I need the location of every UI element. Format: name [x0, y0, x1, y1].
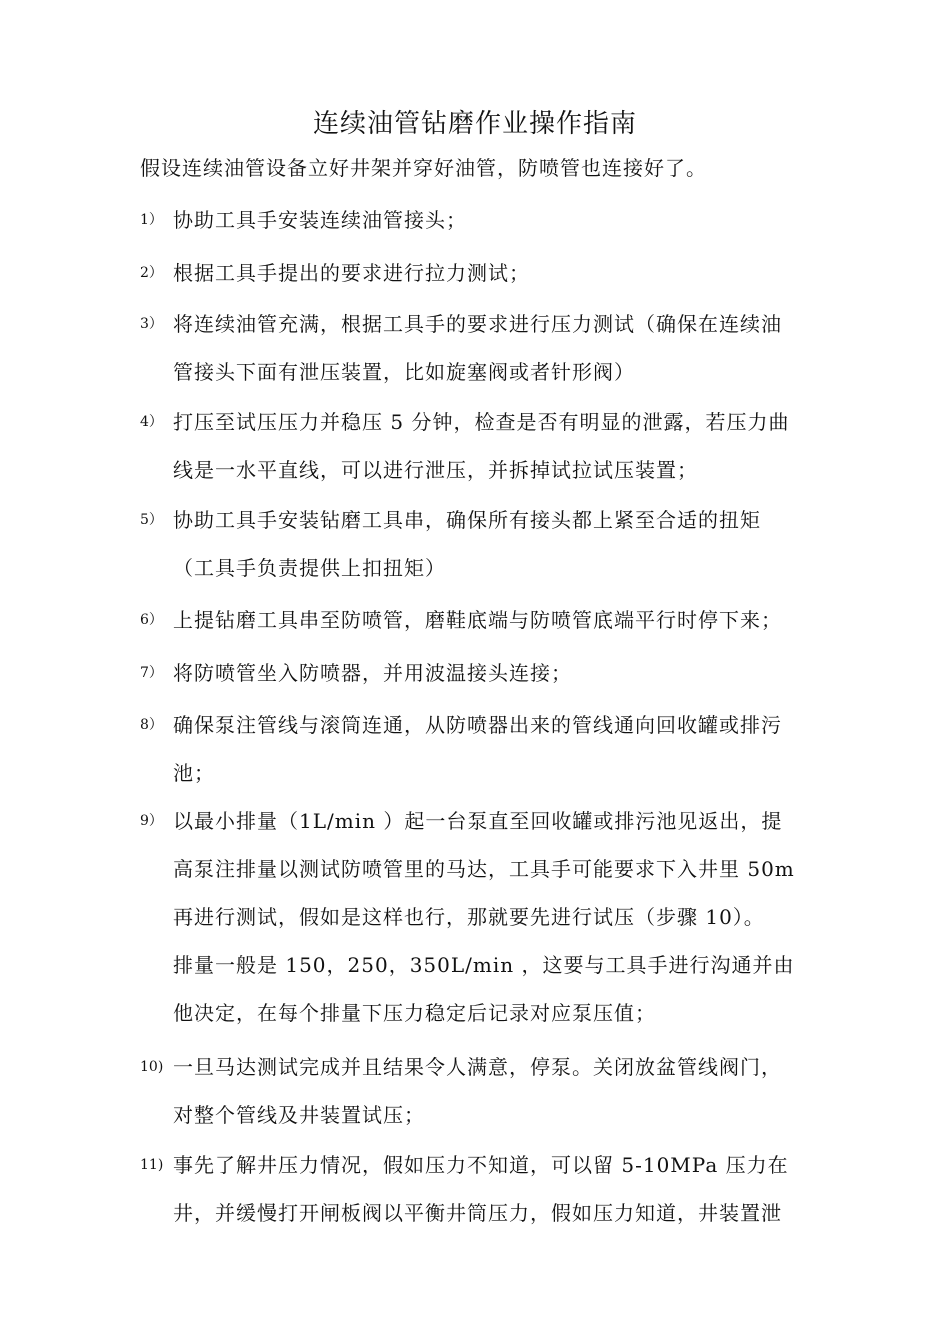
- step-text-line: 他决定，在每个排量下压力稳定后记录对应泵压值；: [173, 1001, 656, 1025]
- step-number: 3）: [140, 316, 163, 332]
- step-item: [140, 1043, 840, 1139]
- step-number: 6）: [140, 612, 163, 628]
- step-number: 5）: [140, 512, 163, 528]
- step-text: [173, 1141, 840, 1237]
- step-number: 7）: [140, 665, 163, 681]
- step-text-line: 对整个管线及井装置试压；: [173, 1103, 425, 1127]
- step-number: 2）: [140, 265, 163, 281]
- step-text-line: 再进行测试，假如是这样也行，那就要先进行试压（步骤 10）。: [173, 905, 765, 929]
- step-text-line: 高泵注排量以测试防喷管里的马达，工具手可能要求下入井里 50m: [173, 857, 795, 881]
- step-number: 11): [140, 1157, 164, 1173]
- step-text-line: 一旦马达测试完成并且结果令人满意，停泵。关闭放盆管线阀门，: [173, 1055, 782, 1079]
- step-item: [140, 196, 840, 244]
- step-text-line: 以最小排量（1L/min ）起一台泵直至回收罐或排污池见返出，提: [173, 809, 783, 833]
- step-number: 4）: [140, 414, 163, 430]
- step-text-line: 打压至试压压力并稳压 5 分钟，检查是否有明显的泄露，若压力曲: [173, 410, 790, 434]
- step-text-line: 上提钻磨工具串至防喷管，磨鞋底端与防喷管底端平行时停下来；: [173, 608, 782, 632]
- step-number: 10): [140, 1059, 164, 1075]
- step-text-line: 协助工具手安装连续油管接头；: [173, 208, 467, 232]
- document-title: 连续油管钻磨作业操作指南: [312, 109, 637, 139]
- step-text-line: 协助工具手安装钻磨工具串，确保所有接头都上紧至合适的扭矩: [173, 508, 761, 532]
- step-text-line: 将防喷管坐入防喷器，并用波温接头连接；: [173, 661, 572, 685]
- step-item: [140, 249, 840, 297]
- step-number: 1）: [140, 212, 163, 228]
- step-text: [173, 649, 840, 697]
- step-text-line: 排量一般是 150，250，350L/min ，这要与工具手进行沟通并由: [173, 953, 795, 977]
- step-text: [173, 797, 840, 1037]
- step-text-line: 池；: [173, 761, 215, 785]
- step-item: [140, 1141, 840, 1237]
- intro-paragraph: 假设连续油管设备立好井架并穿好油管，防喷管也连接好了。: [140, 156, 707, 180]
- step-text-line: 管接头下面有泄压装置，比如旋塞阀或者针形阀）: [173, 360, 635, 384]
- step-text: [173, 249, 840, 297]
- step-text: [173, 196, 840, 244]
- step-item: [140, 300, 840, 396]
- step-text-line: 根据工具手提出的要求进行拉力测试；: [173, 261, 530, 285]
- step-text: [173, 701, 840, 797]
- step-number: 9）: [140, 813, 163, 829]
- step-text: [173, 1043, 840, 1139]
- step-text-line: 事先了解井压力情况，假如压力不知道，可以留 5-10MPa 压力在: [173, 1153, 789, 1177]
- step-text-line: 确保泵注管线与滚筒连通，从防喷器出来的管线通向回收罐或排污: [173, 713, 782, 737]
- step-text: [173, 398, 840, 494]
- step-text-line: 将连续油管充满，根据工具手的要求进行压力测试（确保在连续油: [173, 312, 782, 336]
- step-number: 8）: [140, 717, 163, 733]
- step-text-line: （工具手负责提供上扣扭矩）: [173, 556, 446, 580]
- step-text: [173, 300, 840, 396]
- step-text-line: 井，并缓慢打开闸板阀以平衡井筒压力，假如压力知道，井装置泄: [173, 1201, 782, 1225]
- step-item: [140, 496, 840, 592]
- step-item: [140, 398, 840, 494]
- step-text: [173, 596, 840, 644]
- step-item: [140, 596, 840, 644]
- step-item: [140, 701, 840, 797]
- step-text-line: 线是一水平直线，可以进行泄压，并拆掉试拉试压装置；: [173, 458, 698, 482]
- step-text: [173, 496, 840, 592]
- step-item: [140, 797, 840, 1037]
- step-item: [140, 649, 840, 697]
